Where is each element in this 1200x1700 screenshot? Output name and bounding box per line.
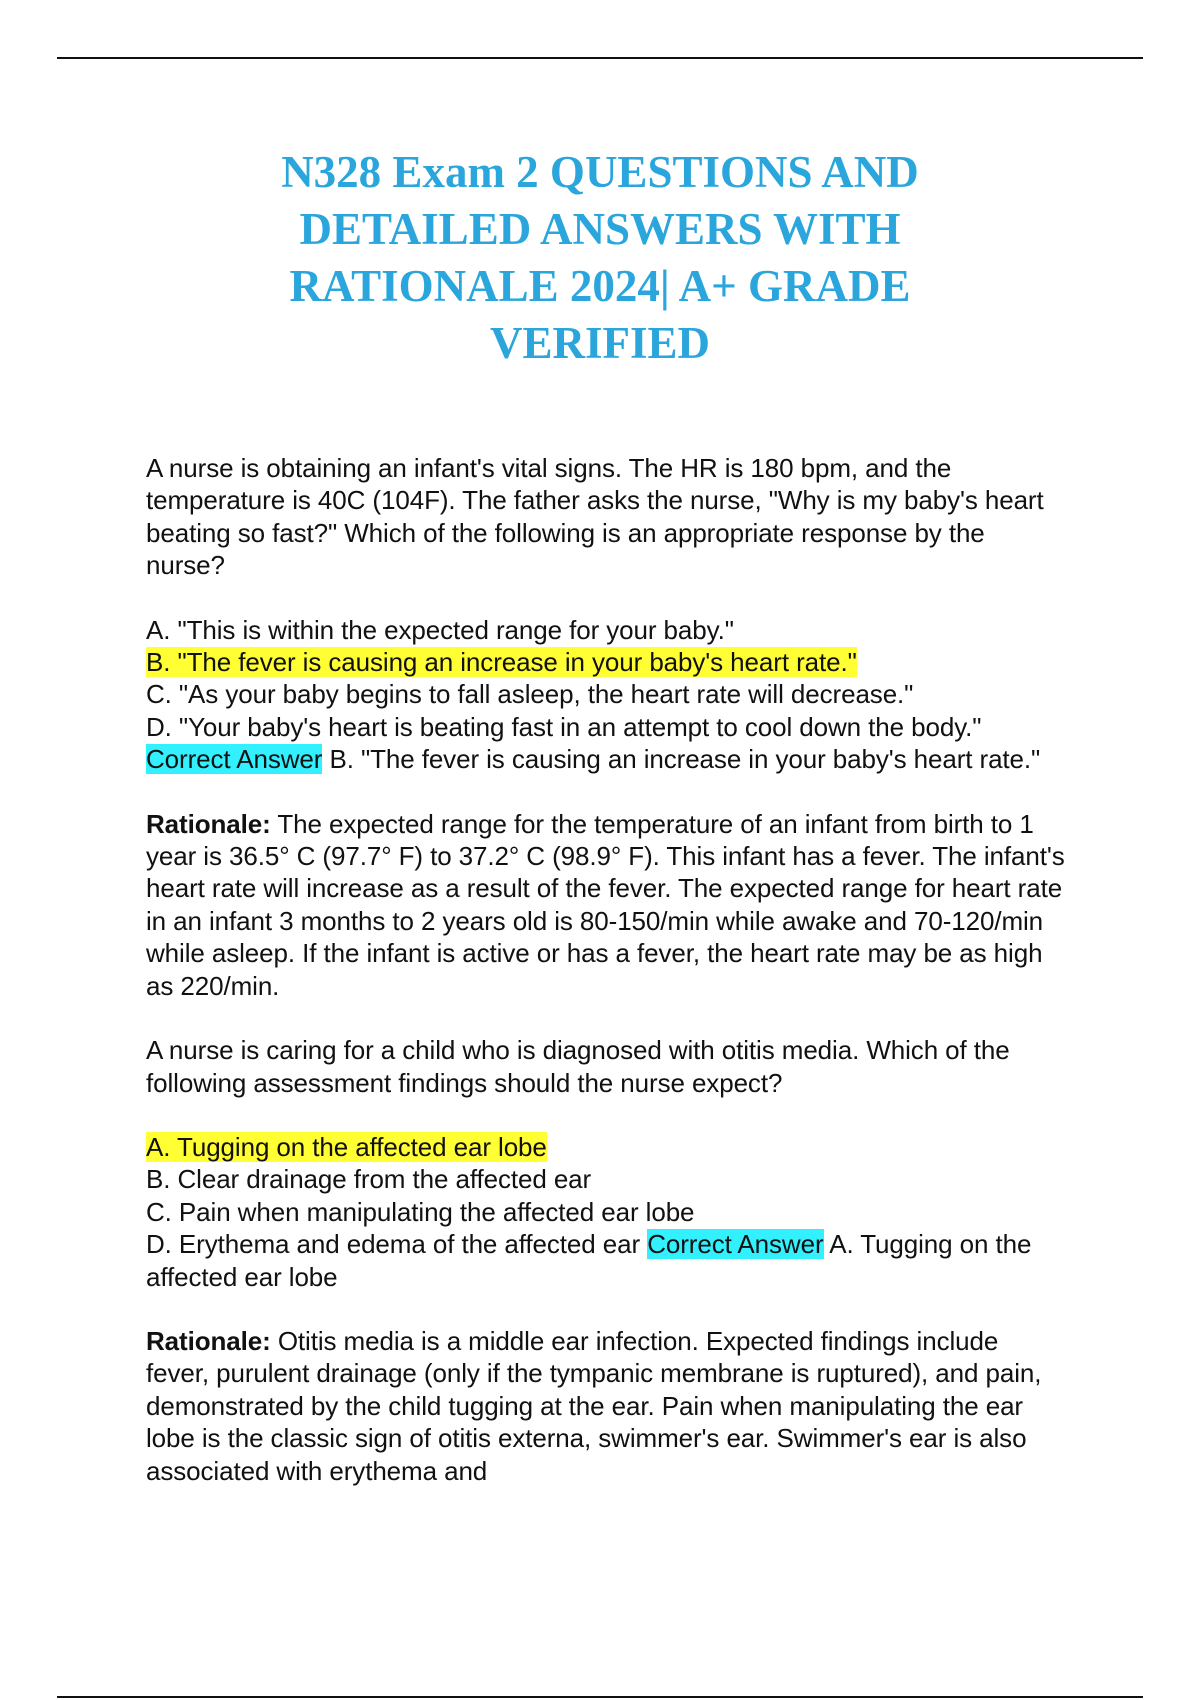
correct-answer-label: Correct Answer <box>647 1229 824 1260</box>
answer-option-highlighted <box>146 1131 1066 1163</box>
rationale <box>146 1325 1066 1487</box>
document-title: N328 Exam 2 QUESTIONS AND DETAILED ANSWERS WITH RATIONALE 2024| A+ GRADE VERIFIED <box>281 147 919 368</box>
answer-option <box>146 614 1066 646</box>
answer-option <box>146 711 1066 776</box>
answer-option <box>146 1163 1066 1195</box>
answer-option-text: D. "Your baby's heart is beating fast in an attempt to cool down the body." <box>146 711 982 742</box>
question-stem: A nurse is caring for a child who is diagnosed with otitis media. Which of the following assessment findings should the nurse expect? <box>146 1035 1010 1098</box>
answer-option-text: B. "The fever is causing an increase in your baby's heart rate." <box>146 647 857 678</box>
answer-option-text: D. Erythema and edema of the affected ear <box>146 1229 641 1260</box>
question-stem: A nurse is obtaining an infant's vital signs. The HR is 180 bpm, and the temperature is 40C (104F). The father asks the nurse, "Why is my baby's heart beating so fast?" Which of the following is an appropriate response by the nurse? <box>146 453 1044 581</box>
top-rule <box>57 57 1143 59</box>
rationale-label: Rationale: <box>146 808 271 839</box>
correct-answer-label: Correct Answer <box>146 744 323 775</box>
bottom-rule <box>57 1696 1143 1698</box>
document-body <box>146 452 1066 1487</box>
rationale-text: Otitis media is a middle ear infection. Expected findings include fever, purulent drainage (only if the tympanic membrane is ruptured), and pain, demonstrated by the child tugging at the ear. Pain when manipulating the ear lobe is the classic sign of otitis externa, swimmer's ear. Swimmer's ear is also associated with erythema and <box>146 1325 1042 1486</box>
answer-option-text: A. Tugging on the affected ear lobe <box>146 1131 547 1162</box>
rationale-label: Rationale: <box>146 1325 271 1356</box>
answer-option <box>146 678 1066 710</box>
answer-option <box>146 1196 1066 1228</box>
answer-option-text: C. "As your baby begins to fall asleep, the heart rate will decrease." <box>146 679 914 710</box>
answer-option-text: B. Clear drainage from the affected ear <box>146 1164 592 1195</box>
rationale-text: The expected range for the temperature of an infant from birth to 1 year is 36.5° C (97.7° F) to 37.2° C (98.9° F). This infant has a fever. The infant's heart rate will increase as a result of the fever. The expected range for heart rate in an infant 3 months to 2 years old is 80-150/min while awake and 70-120/min while asleep. If the infant is active or has a fever, the heart rate may be as high as 220/min. <box>146 808 1065 1001</box>
answer-option-highlighted <box>146 646 1066 678</box>
answer-option-text: C. Pain when manipulating the affected ear lobe <box>146 1196 695 1227</box>
answer-option <box>146 1228 1066 1293</box>
correct-answer-text: B. "The fever is causing an increase in your baby's heart rate." <box>329 744 1041 775</box>
rationale <box>146 808 1066 1002</box>
answer-option-text: A. "This is within the expected range for your baby." <box>146 614 734 645</box>
correct-answer-text: A. Tugging on the affected ear lobe <box>146 1229 1032 1292</box>
